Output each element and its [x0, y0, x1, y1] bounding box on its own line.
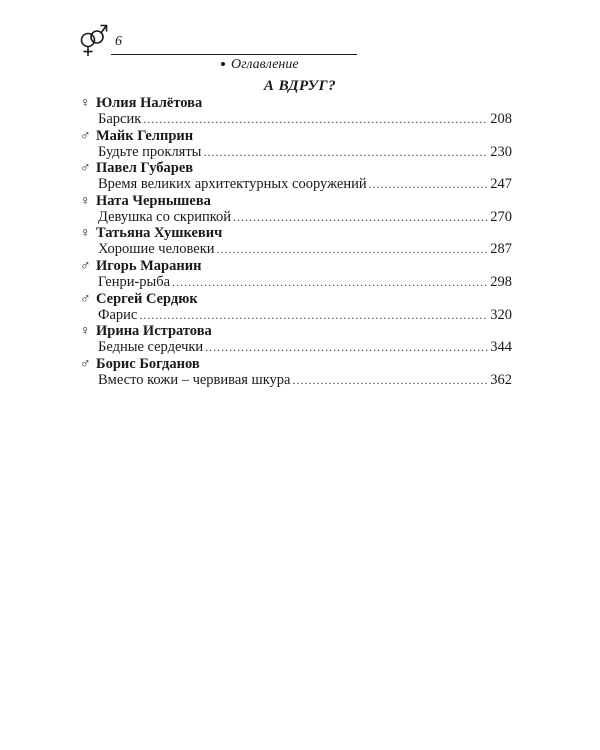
- toc-entry: [80, 258, 512, 291]
- author-line: [80, 128, 512, 144]
- male-icon: ♂: [80, 161, 91, 177]
- page-reference: 298: [490, 273, 512, 290]
- author-name: Сергей Сердюк: [96, 290, 198, 307]
- author-line: [80, 95, 512, 111]
- page-reference: 230: [490, 143, 512, 160]
- story-title: Бедные сердечки: [98, 339, 204, 356]
- author-name: Татьяна Хушкевич: [96, 225, 223, 242]
- story-title: Время великих архитектурных сооружений: [98, 176, 367, 193]
- header-bullet: [221, 62, 225, 66]
- story-line[interactable]: [80, 339, 512, 356]
- author-name: Юлия Налётова: [96, 95, 203, 111]
- dot-leader: [139, 308, 488, 323]
- author-line: [80, 291, 512, 307]
- page-reference: 320: [490, 306, 512, 323]
- page-reference: 208: [490, 111, 512, 127]
- dot-leader: [143, 112, 488, 127]
- author-name: Ната Чернышева: [96, 192, 211, 209]
- toc-entry: [80, 356, 512, 389]
- male-icon: ♂: [80, 258, 91, 274]
- dot-leader: [293, 373, 489, 388]
- dot-leader: [205, 340, 488, 355]
- author-name: Игорь Маранин: [96, 257, 202, 274]
- dot-leader: [203, 145, 488, 160]
- story-title: Девушка со скрипкой: [98, 208, 232, 225]
- story-line[interactable]: [80, 372, 512, 389]
- story-title: Барсик: [98, 111, 142, 127]
- story-title: Будьте прокляты: [98, 143, 202, 160]
- story-title: Фарис: [98, 306, 138, 323]
- page-reference: 287: [490, 241, 512, 258]
- author-line: [80, 225, 512, 241]
- toc-entry: [80, 95, 512, 128]
- page-reference: 247: [490, 176, 512, 193]
- story-title: Вместо кожи – червивая шкура: [98, 371, 291, 388]
- male-icon: ♂: [80, 356, 91, 372]
- running-title: Оглавление: [231, 57, 299, 72]
- male-icon: ♂: [80, 128, 91, 144]
- female-icon: ♀: [80, 226, 91, 242]
- story-line[interactable]: [80, 111, 512, 128]
- author-line: [80, 356, 512, 372]
- toc-entry: [80, 160, 512, 193]
- toc-entry: [80, 291, 512, 324]
- female-icon: ♀: [80, 324, 91, 340]
- header-rule: [111, 54, 357, 55]
- story-title: Хорошие человеки: [98, 241, 215, 258]
- page-reference: 344: [490, 339, 512, 356]
- author-line: [80, 258, 512, 274]
- story-line[interactable]: [80, 209, 512, 226]
- page-reference: 362: [490, 371, 512, 388]
- author-line: [80, 193, 512, 209]
- dot-leader: [233, 210, 488, 225]
- page-header: [78, 20, 299, 72]
- toc-entry: [80, 323, 512, 356]
- toc-entry: [80, 225, 512, 258]
- author-name: Павел Губарев: [96, 160, 194, 177]
- female-icon: ♀: [80, 96, 91, 111]
- story-line[interactable]: [80, 307, 512, 324]
- author-name: Майк Гелприн: [96, 127, 194, 144]
- author-line: [80, 323, 512, 339]
- story-line[interactable]: [80, 274, 512, 291]
- author-name: Борис Богданов: [96, 355, 200, 372]
- dot-leader: [369, 177, 489, 192]
- female-icon: ♀: [80, 193, 91, 209]
- toc-entry: [80, 193, 512, 226]
- dot-leader: [217, 242, 489, 257]
- dot-leader: [172, 275, 488, 290]
- author-name: Ирина Истратова: [96, 323, 212, 340]
- story-title: Генри-рыба: [98, 273, 171, 290]
- author-line: [80, 160, 512, 176]
- story-line[interactable]: [80, 241, 512, 258]
- toc-entry: [80, 128, 512, 161]
- story-line[interactable]: [80, 176, 512, 193]
- gender-symbols-icon: [78, 20, 108, 60]
- page-reference: 270: [490, 208, 512, 225]
- section-title: А ВДРУГ?: [263, 78, 337, 94]
- male-icon: ♂: [80, 291, 91, 307]
- page-number: 6: [115, 34, 122, 49]
- table-of-contents: [80, 95, 512, 388]
- story-line[interactable]: [80, 144, 512, 161]
